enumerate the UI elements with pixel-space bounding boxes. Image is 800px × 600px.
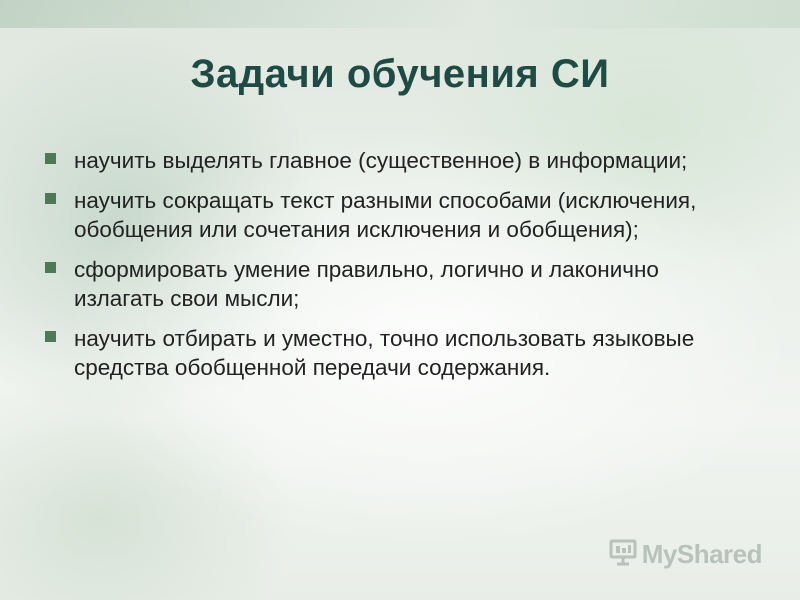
slide-title: Задачи обучения СИ [190,52,610,96]
bullet-text: научить отбирать и уместно, точно использовать языковые средства обобщенной передачи содержания. [74,326,695,380]
bullet-item [44,146,744,175]
square-bullet-icon [45,193,56,204]
bullet-list [44,146,744,393]
watermark-logo [608,537,762,572]
bullet-text: сформировать умение правильно, логично и лаконично излагать свои мысли; [74,257,659,311]
bullet-text: научить сокращать текст разными способами (исключения, обобщения или сочетания исключения и обобщения); [74,188,697,242]
watermark-text: MyShared [641,539,762,569]
bullet-text: научить выделять главное (существенное) в информации; [74,148,688,173]
bullet-item [44,324,744,382]
decorative-top-band [0,0,800,28]
square-bullet-icon [45,262,56,273]
bullet-item [44,186,744,244]
square-bullet-icon [45,331,56,342]
bullet-item [44,255,744,313]
presentation-screen-icon [608,537,638,572]
square-bullet-icon [45,153,56,164]
